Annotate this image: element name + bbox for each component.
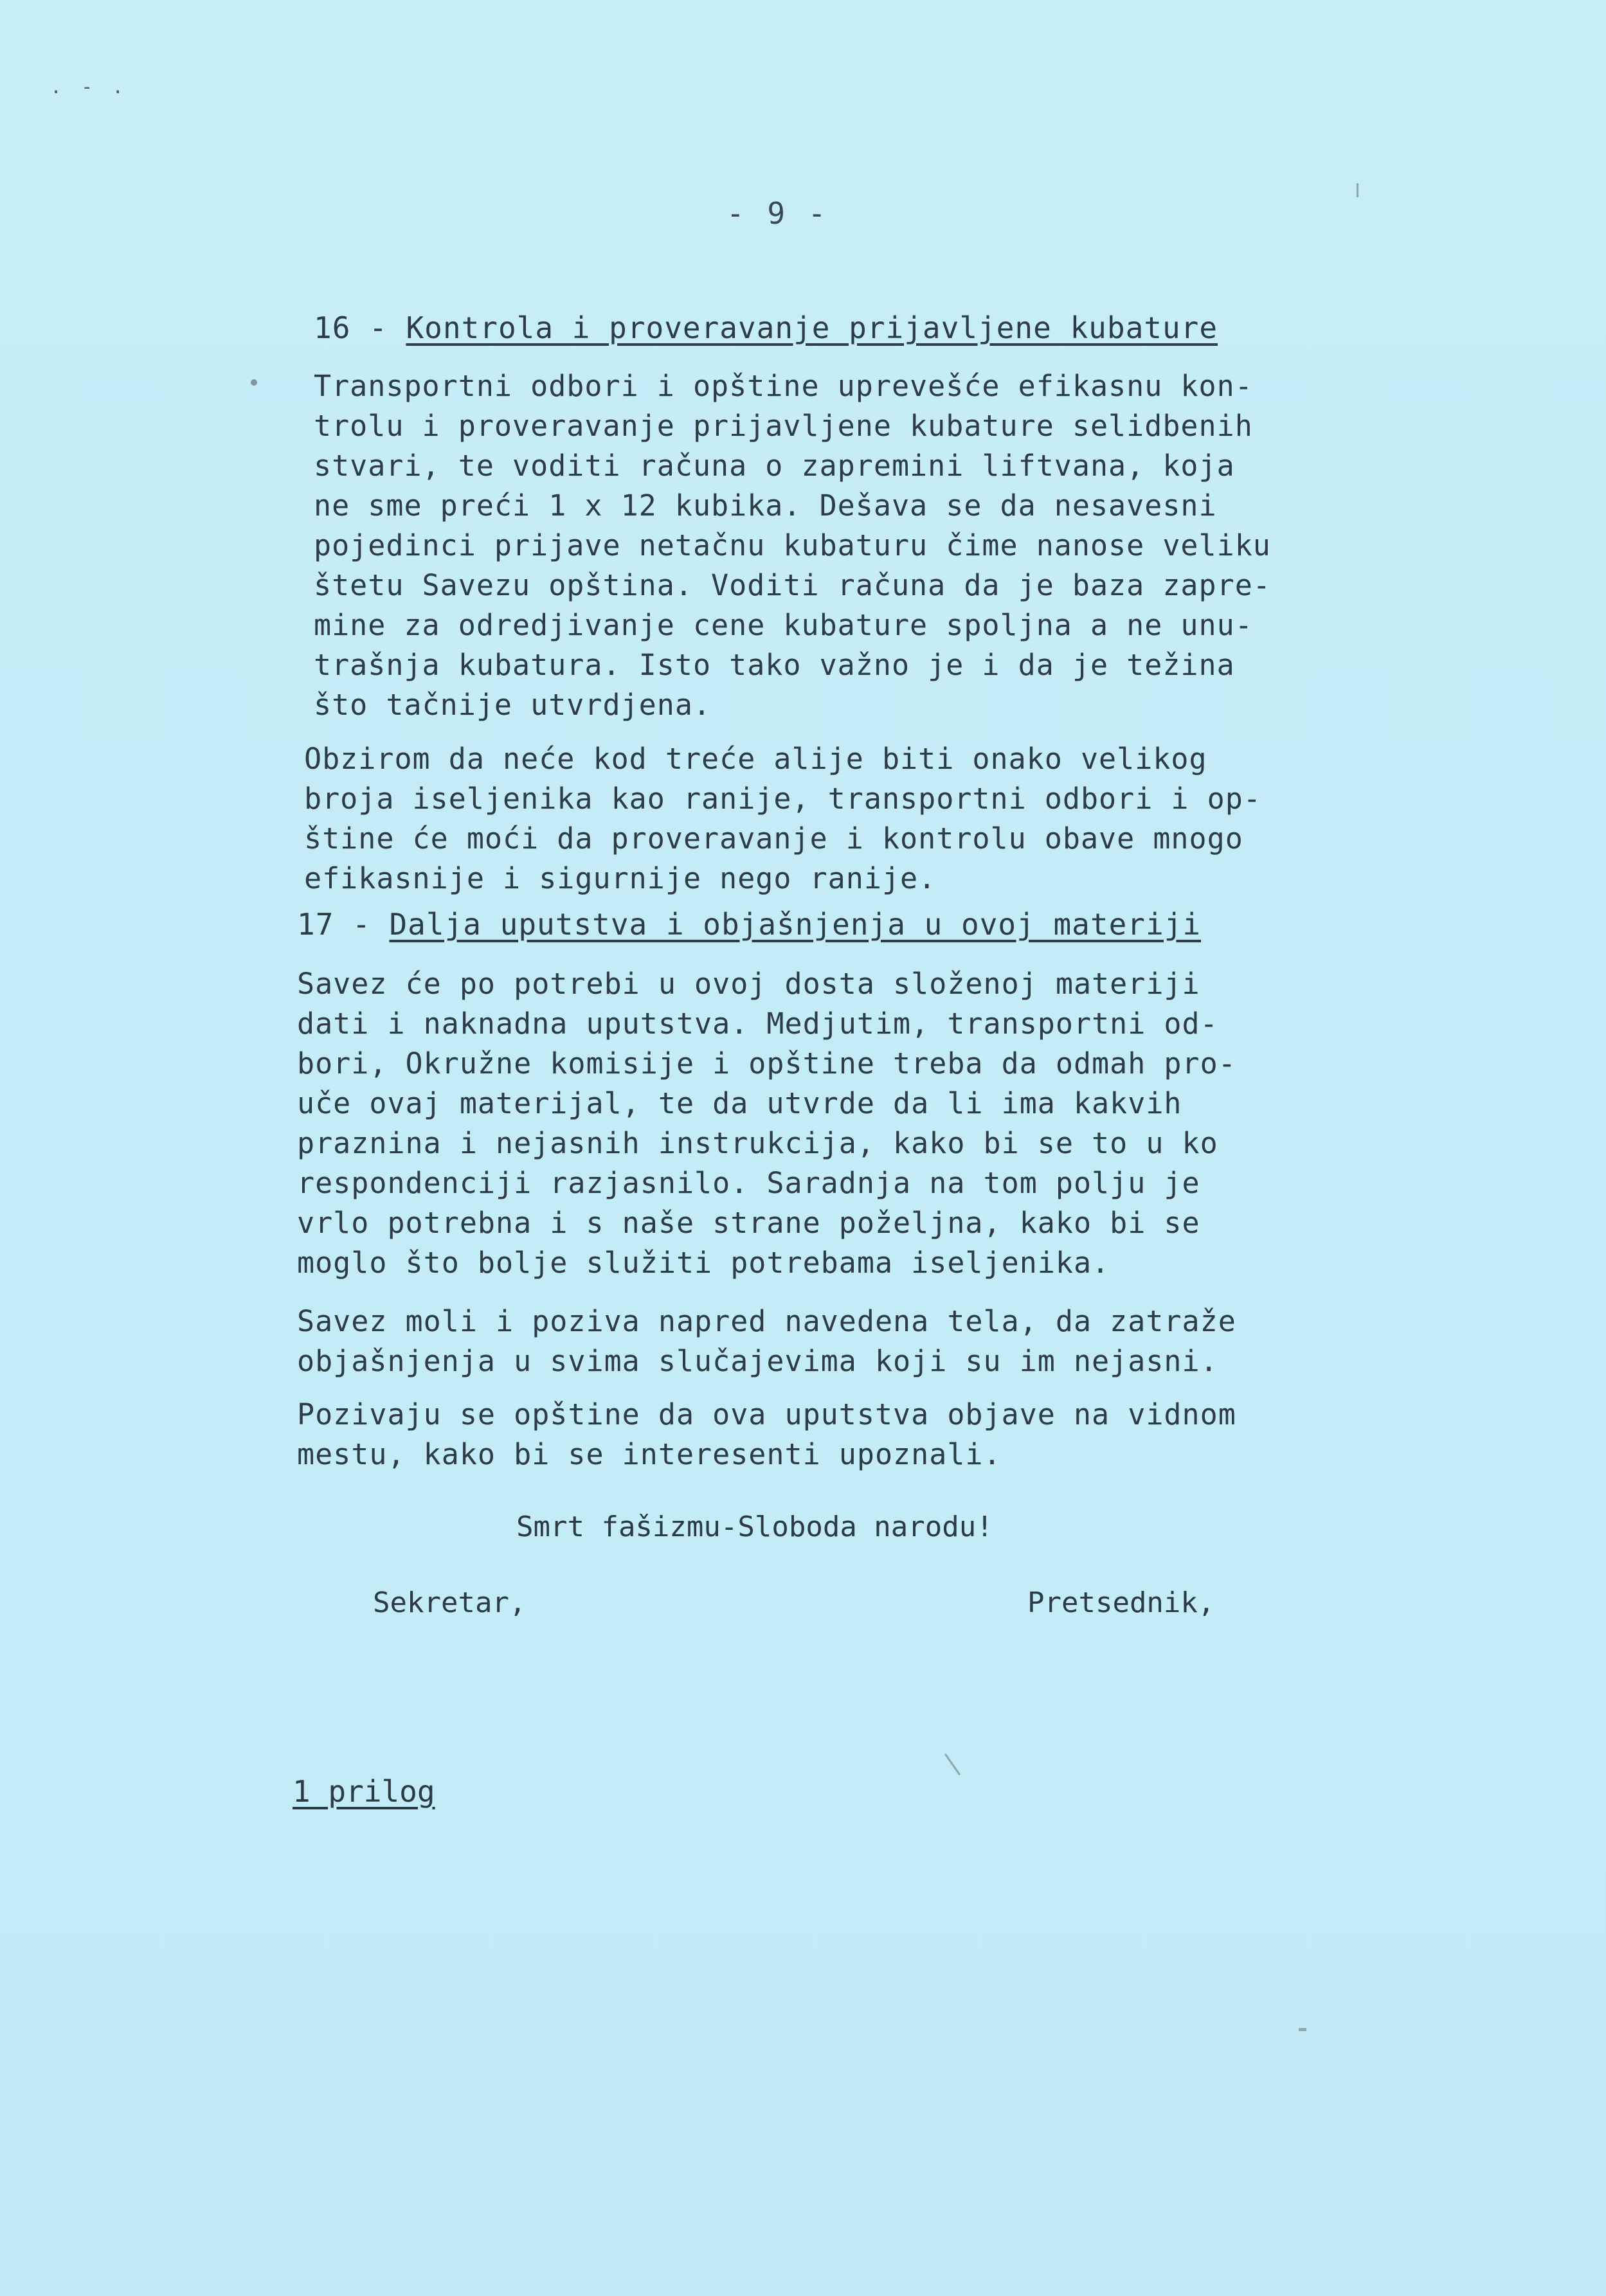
closing-slogan: Smrt fašizmu-Sloboda narodu! — [516, 1511, 993, 1543]
section-16-number: 16 - — [314, 310, 406, 345]
corner-mark: . - . — [50, 76, 128, 98]
president-signature-label: Pretsednik, — [1027, 1586, 1215, 1619]
section-17-paragraph: Savez će po potrebi u ovoj dosta složenoj materiji dati i naknadna uputstva. Medjutim, transportni od- bori, Okružne komisije i opštine treba da odmah pro- uče ovaj materijal, te da utvrde da li ima kakvih praznina i nejasnih instrukcija, kako bi se to u ko respondenciji razjasnilo. Saradnja na tom polju je vrlo potrebna i s naše strane poželjna, kako bi se moglo što bolje služiti potrebama iseljenika. — [297, 967, 1236, 1280]
paper-speck — [1357, 183, 1358, 197]
paper-speck — [944, 1753, 961, 1775]
section-16-title: Kontrola i proveravanje prijavljene kubature — [406, 310, 1218, 345]
section-17-heading — [297, 905, 1201, 944]
margin-dot — [251, 379, 257, 386]
paper-speck — [1299, 2028, 1306, 2031]
section-16-paragraph: Transportni odbori i opštine uprevešće efikasnu kon- trolu i proveravanje prijavljene kubature selidbenih stvari, te voditi računa o zapremini liftvana, koja ne sme preći 1 x 12 kubika. Dešava se da nesavesni pojedinci prijave netačnu kubaturu čime nanose veliku štetu Savezu opština. Voditi računa da je baza zapre- mine za odredjivanje cene kubature spoljna a ne unu- trašnja kubatura. Isto tako važno je i da je težina što tačnije utvrdjena. — [314, 369, 1271, 722]
section-17-number: 17 - — [297, 907, 390, 942]
enclosure-note: 1 prilog — [293, 1774, 435, 1809]
section-17-paragraph-3: Pozivaju se opštine da ova uputstva objave na vidnom mestu, kako bi se interesenti upoznali. — [297, 1397, 1236, 1471]
page-number: - 9 - — [726, 196, 829, 231]
section-17-title: Dalja uputstva i objašnjenja u ovoj materiji — [389, 907, 1202, 942]
section-17-paragraph-2: Savez moli i poziva napred navedena tela, da zatraže objašnjenja u svima slučajevima koji su im nejasni. — [297, 1304, 1236, 1378]
section-16-paragraph-2: Obzirom da neće kod treće alije biti onako velikog broja iseljenika kao ranije, transportni odbori i op- štine će moći da proveravanje i kontrolu obave mnogo efikasnije i sigurnije nego ranije. — [304, 742, 1261, 895]
section-16-heading — [314, 309, 1218, 347]
secretary-signature-label: Sekretar, — [373, 1586, 527, 1619]
